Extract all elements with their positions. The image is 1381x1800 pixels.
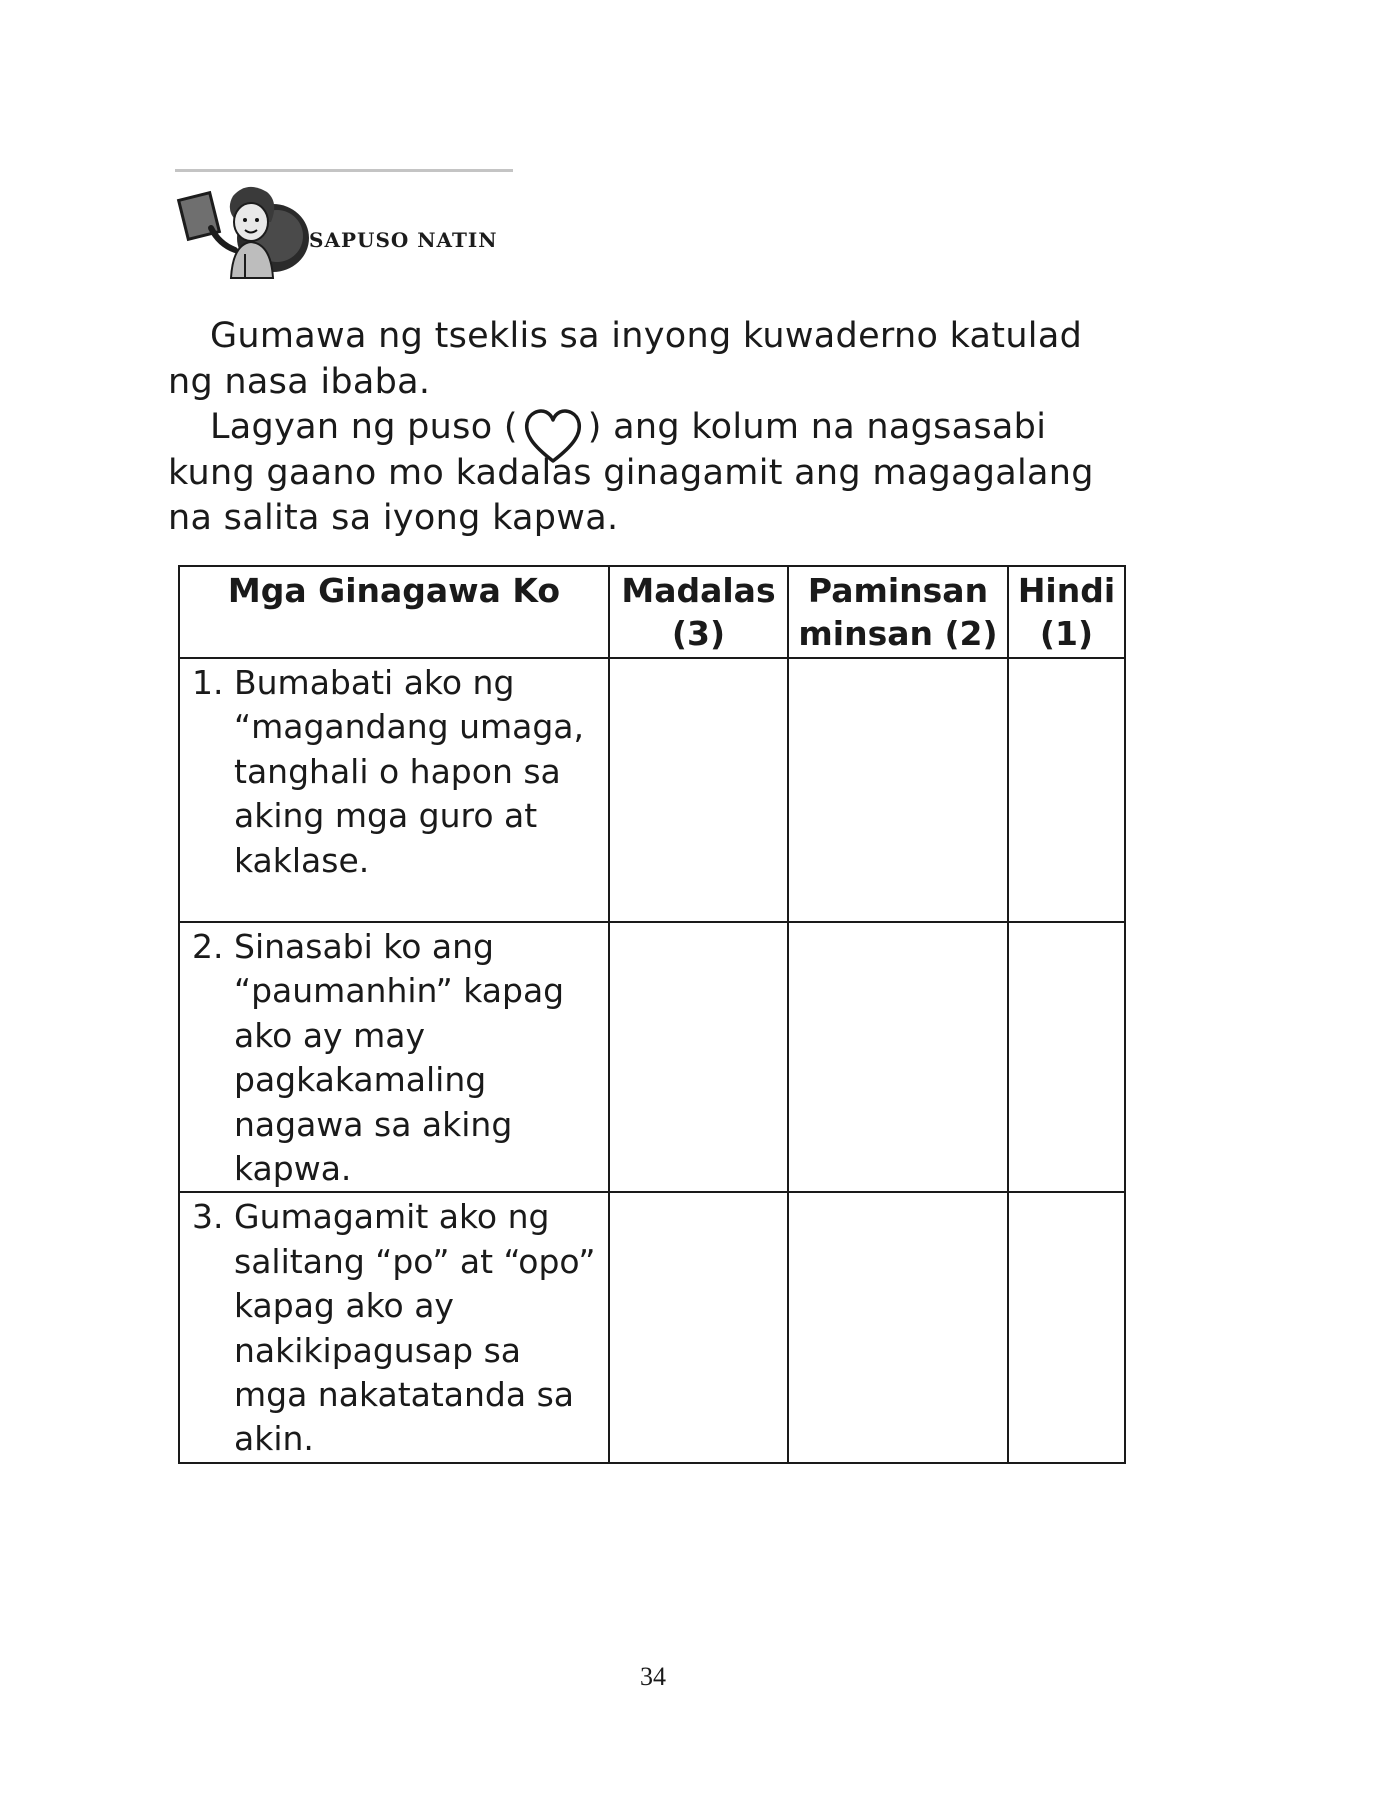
activity-cell: 3. Gumagamit ako ng salitang “po” at “opo” kapag ako ay nakikipagusap sa mga nakatatanda sa akin.	[179, 1192, 609, 1462]
never-checkbox-cell[interactable]	[1008, 922, 1125, 1192]
instruction-2: Lagyan ng puso ( ) ang kolum na nagsasabi kung gaano mo kadalas ginagamit ang magagalang na salita sa iyong kapwa.	[168, 407, 1094, 538]
page-number: 34	[640, 1662, 666, 1691]
sometimes-checkbox-cell[interactable]	[788, 922, 1008, 1192]
header-activity: Mga Ginagawa Ko	[179, 566, 609, 658]
often-checkbox-cell[interactable]	[609, 1192, 788, 1462]
header-sometimes: Paminsan minsan (2)	[788, 566, 1008, 658]
often-checkbox-cell[interactable]	[609, 658, 788, 922]
heart-outline-icon	[518, 405, 588, 450]
activity-cell: 1. Bumabati ako ng “magandang umaga, tanghali o hapon sa aking mga guro at kaklase.	[179, 658, 609, 922]
often-checkbox-cell[interactable]	[609, 922, 788, 1192]
activity-cell: 2. Sinasabi ko ang “paumanhin” kapag ako ay may pagkakamaling nagawa sa aking kapwa.	[179, 922, 609, 1192]
header-never: Hindi (1)	[1008, 566, 1125, 658]
instructions	[168, 314, 1108, 542]
never-checkbox-cell[interactable]	[1008, 658, 1125, 922]
section-header	[175, 178, 535, 288]
table-row	[179, 658, 1125, 922]
teacher-holding-book-illustration-icon	[175, 178, 315, 286]
section-title: SAPUSO NATIN	[309, 228, 498, 252]
sometimes-checkbox-cell[interactable]	[788, 658, 1008, 922]
instruction-1: Gumawa ng tseklis sa inyong kuwaderno katulad ng nasa ibaba.	[168, 316, 1083, 402]
sometimes-checkbox-cell[interactable]	[788, 1192, 1008, 1462]
header-divider	[175, 169, 513, 172]
table-row	[179, 922, 1125, 1192]
checklist-table	[178, 565, 1126, 1464]
header-often: Madalas (3)	[609, 566, 788, 658]
table-header-row	[179, 566, 1125, 658]
table-row	[179, 1192, 1125, 1462]
never-checkbox-cell[interactable]	[1008, 1192, 1125, 1462]
